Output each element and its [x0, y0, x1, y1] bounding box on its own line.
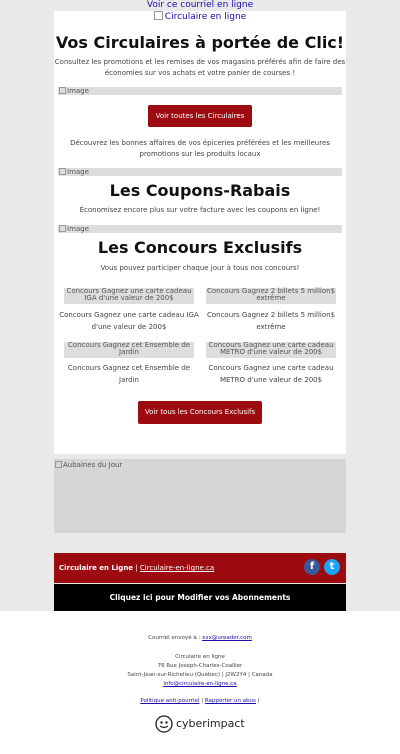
footer-sent-line	[0, 635, 400, 641]
cyberimpact-face-icon	[155, 715, 173, 733]
cyberimpact-wordmark: cyberimpact	[176, 717, 245, 730]
hero-text: Consultez les promotions et les remises de vos magasins préférés afin de faire des économies sur vos achats et votre panier de courses !	[54, 58, 346, 77]
contest-image-jardin[interactable]	[64, 342, 194, 358]
view-contests-button[interactable]: Voir tous les Concours Exclusifs	[138, 401, 262, 424]
broken-image-icon	[59, 168, 66, 175]
footer-sent-email[interactable]: xxx@ureader.com	[202, 635, 252, 641]
manage-subscriptions-link[interactable]: Cliquez ici pour Modifier vos Abonnements	[54, 584, 346, 611]
daily-deals-image[interactable]	[54, 459, 346, 533]
contest-text-iga[interactable]: Concours Gagnez une carte cadeau IGA d'une valeur de 200$	[59, 311, 199, 331]
contest-image-iga[interactable]	[64, 288, 194, 304]
coupons-title: Les Coupons-Rabais	[109, 181, 291, 200]
coupons-image	[58, 225, 342, 233]
coupons-text: Économisez encore plus sur votre facture avec les coupons en ligne!	[79, 206, 321, 214]
view-circulars-button[interactable]: Voir toutes les Circulaires	[148, 105, 252, 127]
contests-text: Vous pouvez participer chaque jour à tous nos concours!	[100, 264, 300, 272]
footer-city: Saint-Jean-sur-Richelieu (Québec) | J2W2Y4 | Canada	[127, 672, 273, 678]
broken-image-icon	[154, 11, 163, 20]
hero-image-2-alt: Image	[67, 168, 89, 176]
footer-contact-email[interactable]: info@circulaire-en-ligne.ca	[163, 681, 237, 687]
logo-alt: Circulaire en ligne	[164, 12, 247, 22]
broken-image-icon	[59, 225, 66, 232]
brand-separator: |	[135, 564, 138, 572]
brand-line	[59, 564, 214, 572]
view-online-link[interactable]: Voir ce courriel en ligne	[146, 0, 254, 10]
footer	[0, 611, 400, 754]
broken-image-icon	[55, 461, 62, 468]
contest-text-jardin[interactable]: Concours Gagnez cet Ensemble de Jardin	[67, 364, 191, 384]
cyberimpact-logo[interactable]	[155, 715, 245, 733]
daily-deals-alt: Aubaines du Jour	[63, 461, 123, 469]
view-online-bar	[0, 0, 400, 11]
hero-image	[58, 87, 342, 95]
contest-text-metro[interactable]: Concours Gagnez une carte cadeau METRO d'une valeur de 200$	[208, 364, 334, 384]
footer-street: 76 Rue Joseph-Charles-Coallier	[157, 663, 243, 669]
contest-image-metro-alt: Concours Gagnez une carte cadeau METRO d'une valeur de 200$	[208, 341, 334, 356]
hero-image-2	[58, 168, 342, 176]
facebook-icon[interactable]: f	[304, 559, 320, 575]
antispam-policy-link[interactable]: Politique anti-pourriel	[140, 698, 200, 704]
contest-image-iga-alt: Concours Gagnez une carte cadeau IGA d'une valeur de 200$	[66, 287, 192, 302]
twitter-icon[interactable]: t	[324, 559, 340, 575]
footer-pipe: |	[201, 698, 204, 704]
footer-sent-label: Courriel envoyé à :	[148, 635, 201, 641]
contest-image-jardin-alt: Concours Gagnez cet Ensemble de Jardin	[67, 341, 191, 356]
hero-text-2: Découvrez les bonnes affaires de vos épiceries préférées et les meilleures promotions sur les produits locaux	[70, 139, 330, 158]
footer-contact	[0, 681, 400, 687]
footer-links	[0, 698, 400, 704]
contests-title: Les Concours Exclusifs	[97, 238, 303, 257]
contest-image-metro[interactable]	[206, 342, 336, 358]
coupons-image-alt: Image	[67, 225, 89, 233]
logo-image[interactable]	[54, 11, 346, 23]
footer-org: Circulaire en ligne	[175, 654, 225, 660]
contest-image-5million-alt: Concours Gagnez 2 billets 5 million$ extrême	[206, 287, 336, 302]
hero-title: Vos Circulaires à portée de Clic!	[55, 33, 345, 52]
brand-website-link[interactable]: Circulaire-en-ligne.ca	[139, 564, 215, 572]
brand-bar	[54, 553, 346, 583]
main-card	[54, 11, 346, 454]
hero-image-alt: Image	[67, 87, 89, 95]
report-abuse-link[interactable]: Rapporter un abus	[204, 698, 256, 704]
contest-text-5million[interactable]: Concours Gagnez 2 billets 5 million$ extrême	[206, 311, 336, 331]
broken-image-icon	[59, 87, 66, 94]
brand-name: Circulaire en Ligne	[59, 564, 134, 572]
contest-image-5million[interactable]	[206, 288, 336, 304]
footer-pipe-2: |	[257, 698, 260, 704]
